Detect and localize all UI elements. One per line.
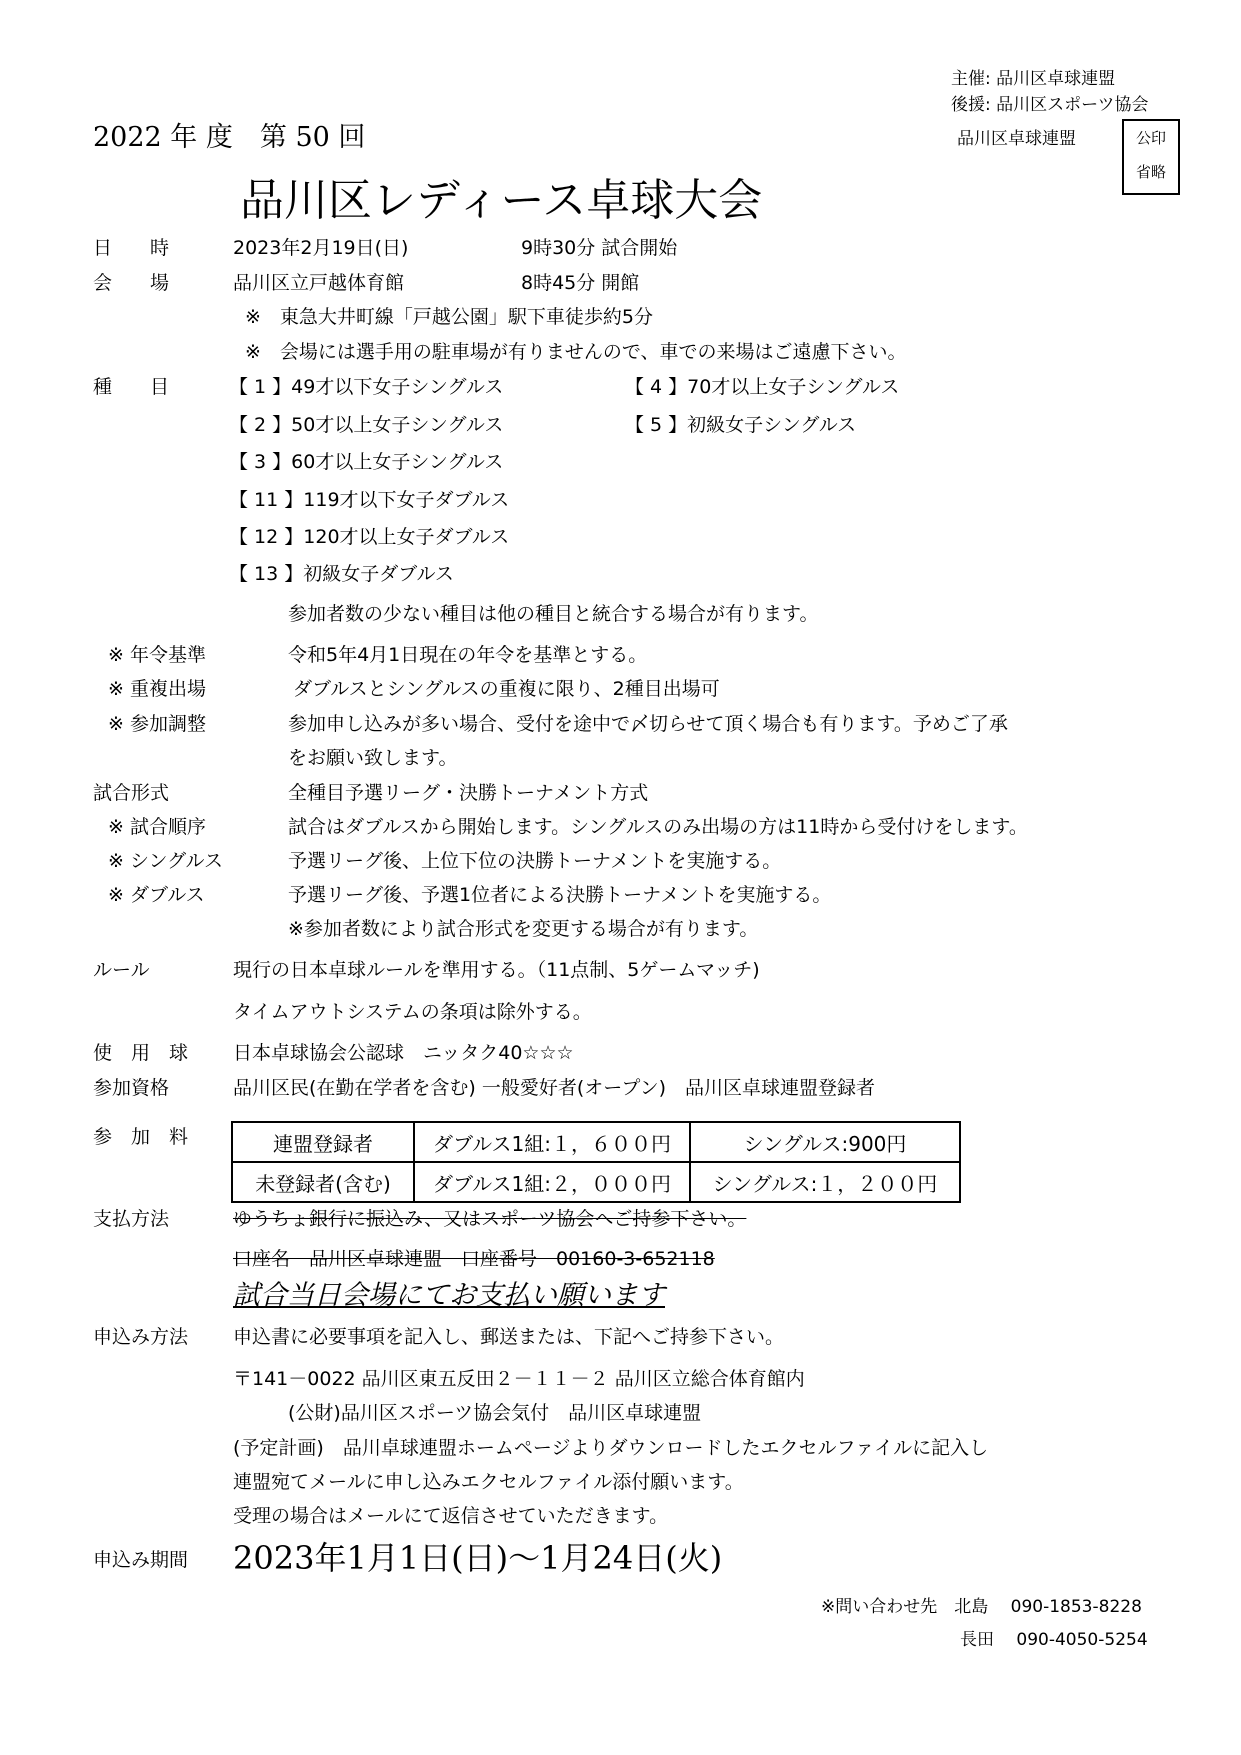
payment-old-account: 口座名 品川区卓球連盟 口座番号 00160-3-652118 <box>233 1248 715 1270</box>
event-name: 120才以上女子ダブルス <box>303 526 510 548</box>
ball-text: 日本卓球協会公認球 ニッタク40☆☆☆ <box>233 1042 574 1064</box>
format-text: 全種目予選リーグ・決勝トーナメント方式 <box>288 782 649 804</box>
event-date: 2023年2月19日(日) <box>233 237 409 259</box>
supporter: 後援: 品川区スポーツ協会 <box>951 95 1149 115</box>
apply-label: 申込み方法 <box>93 1326 189 1348</box>
stamp-line1: 公印 <box>1135 129 1166 147</box>
table-cell: 未登録者(含む) <box>232 1162 414 1202</box>
event-number: 【 11 】 <box>229 489 304 511</box>
table-cell: ダブルス1組:１，６００円 <box>414 1122 690 1162</box>
match-order-label: ※ 試合順序 <box>108 816 206 838</box>
page-title: 品川区レディース卓球大会 <box>240 175 763 226</box>
event-item <box>229 485 509 512</box>
doubles-text: 予選リーグ後、予選1位者による決勝トーナメントを実施する。 <box>288 884 832 906</box>
event-name: 初級女子シングルス <box>687 414 857 436</box>
venue-name: 品川区立戸越体育館 <box>233 272 405 294</box>
rule-label: ルール <box>93 959 150 981</box>
application-period: 2023年1月1日(日)～1月24日(火) <box>233 1539 723 1577</box>
event-name: 60才以上女子シングルス <box>291 451 504 473</box>
start-time: 9時30分 試合開始 <box>521 237 678 259</box>
payment-label: 支払方法 <box>93 1208 170 1230</box>
event-item <box>229 410 503 437</box>
dual-entry-text: ダブルスとシングルスの重複に限り、2種目出場可 <box>293 678 720 700</box>
organizer: 主催: 品川区卓球連盟 <box>951 69 1116 89</box>
fee-label: 参 加 料 <box>93 1126 189 1148</box>
event-name: 70才以上女子シングルス <box>687 376 900 398</box>
access-note: ※ 東急大井町線「戸越公園」駅下車徒歩約5分 <box>245 306 654 328</box>
event-name: 初級女子ダブルス <box>303 563 454 585</box>
event-number: 【 4 】 <box>625 376 688 398</box>
official-seal-omitted-box <box>1122 119 1180 195</box>
format-change-note: ※参加者数により試合形式を変更する場合が有ります。 <box>288 918 759 940</box>
federation-name: 品川区卓球連盟 <box>957 129 1076 149</box>
rule-line2: タイムアウトシステムの条項は除外する。 <box>233 1001 592 1023</box>
ball-label: 使 用 球 <box>93 1042 189 1064</box>
entry-adjust-text: 参加申し込みが多い場合、受付を途中で〆切らせて頂く場合も有ります。予めご了承 <box>288 713 1008 735</box>
open-time: 8時45分 開館 <box>521 272 640 294</box>
event-name: 50才以上女子シングルス <box>291 414 504 436</box>
event-number: 【 1 】 <box>229 376 292 398</box>
fee-table <box>231 1121 961 1203</box>
apply-address2: (公財)品川区スポーツ協会気付 品川区卓球連盟 <box>288 1402 702 1424</box>
event-number: 【 3 】 <box>229 451 292 473</box>
event-item <box>229 559 454 586</box>
table-cell: 連盟登録者 <box>232 1122 414 1162</box>
age-basis-label: ※ 年令基準 <box>108 644 206 666</box>
period-label: 申込み期間 <box>93 1549 189 1571</box>
event-item <box>229 372 503 399</box>
match-order-text: 試合はダブルスから開始します。シングルスのみ出場の方は11時から受付けをします。 <box>288 816 1028 838</box>
table-row <box>232 1122 960 1162</box>
eligibility-label: 参加資格 <box>93 1077 170 1099</box>
event-name: 49才以下女子シングルス <box>291 376 504 398</box>
entry-adjust-cont: をお願い致します。 <box>288 747 458 769</box>
age-basis-text: 令和5年4月1日現在の年令を基準とする。 <box>288 644 648 666</box>
event-item <box>229 447 503 474</box>
parking-note: ※ 会場には選手用の駐車場が有りませんので、車での来場はご遠慮下さい。 <box>245 341 907 363</box>
table-row <box>232 1162 960 1202</box>
apply-plan1: (予定計画) 品川卓球連盟ホームページよりダウンロードしたエクセルファイルに記入し <box>233 1437 989 1459</box>
payment-old-method: ゆうちょ銀行に振込み、又はスポーツ協会へご持参下さい。 <box>233 1208 747 1230</box>
events-label: 種 目 <box>93 376 170 398</box>
event-item <box>229 522 509 549</box>
venue-label: 会 場 <box>93 272 170 294</box>
event-name: 119才以下女子ダブルス <box>303 489 510 511</box>
doubles-label: ※ ダブルス <box>108 884 205 906</box>
entry-adjust-label: ※ 参加調整 <box>108 713 206 735</box>
dual-entry-label: ※ 重複出場 <box>108 678 206 700</box>
merge-note: 参加者数の少ない種目は他の種目と統合する場合が有ります。 <box>288 603 819 625</box>
event-item <box>625 372 899 399</box>
payment-new-method: 試合当日会場にてお支払い願います <box>233 1280 665 1311</box>
event-number: 【 13 】 <box>229 563 304 585</box>
apply-plan3: 受理の場合はメールにて返信させていただきます。 <box>233 1505 669 1527</box>
year-edition: 2022 年 度 第 50 回 <box>93 122 366 153</box>
contact-line2: 長田 090-4050-5254 <box>960 1630 1148 1650</box>
datetime-label: 日 時 <box>93 237 170 259</box>
format-label: 試合形式 <box>93 782 170 804</box>
event-number: 【 2 】 <box>229 414 292 436</box>
table-cell: シングルス:900円 <box>690 1122 960 1162</box>
event-item <box>625 410 856 437</box>
apply-plan2: 連盟宛てメールに申し込みエクセルファイル添付願います。 <box>233 1471 744 1493</box>
table-cell: ダブルス1組:２，０００円 <box>414 1162 690 1202</box>
eligibility-text: 品川区民(在勤在学者を含む) 一般愛好者(オープン) 品川区卓球連盟登録者 <box>233 1077 875 1099</box>
apply-line1: 申込書に必要事項を記入し、郵送または、下記へご持参下さい。 <box>233 1326 785 1348</box>
rule-line1: 現行の日本卓球ルールを準用する。（11点制、5ゲームマッチ) <box>233 959 760 981</box>
table-cell: シングルス:１，２００円 <box>690 1162 960 1202</box>
apply-address: 〒141－0022 品川区東五反田２－１１－２ 品川区立総合体育館内 <box>233 1368 805 1390</box>
stamp-line2: 省略 <box>1135 163 1166 181</box>
singles-text: 予選リーグ後、上位下位の決勝トーナメントを実施する。 <box>288 850 782 872</box>
event-number: 【 12 】 <box>229 526 304 548</box>
event-number: 【 5 】 <box>625 414 688 436</box>
contact-line1: ※問い合わせ先 北島 090-1853-8228 <box>821 1597 1142 1617</box>
singles-label: ※ シングルス <box>108 850 223 872</box>
